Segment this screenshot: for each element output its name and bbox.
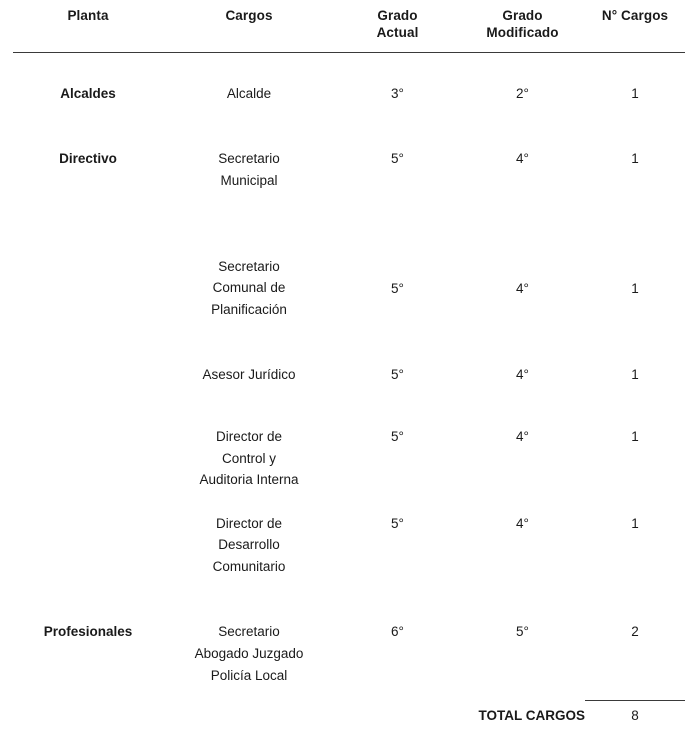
cell-grado-modificado: 4° — [516, 151, 529, 167]
table-header — [13, 0, 685, 52]
column-header-grado-modificado — [460, 0, 585, 52]
column-header-n-cargos — [585, 0, 685, 52]
spacer-cell — [585, 386, 685, 426]
table-body — [13, 52, 685, 686]
spacer-cell — [335, 52, 460, 83]
spacer-cell — [13, 577, 163, 621]
cell-n-cargos: 1 — [631, 151, 639, 167]
cell-grado-modificado: 4° — [516, 428, 529, 444]
spacer-cell — [335, 104, 460, 148]
spacer-cell — [13, 491, 163, 513]
spacer-cell — [460, 386, 585, 426]
spacer-cell — [13, 52, 163, 83]
spacer-cell — [585, 104, 685, 148]
spacer-cell — [460, 192, 585, 256]
column-header-cargos-line: Cargos — [225, 8, 273, 23]
table-row — [13, 83, 685, 105]
table-row — [13, 426, 685, 491]
cell-grado-actual: 5° — [391, 367, 404, 383]
cell-grado-modificado: 4° — [516, 515, 529, 531]
row-spacer — [13, 192, 685, 256]
cell-planta — [13, 364, 163, 386]
spacer-cell — [335, 491, 460, 513]
cell-grado-modificado: 4° — [516, 280, 529, 296]
column-header-cargos — [163, 0, 335, 52]
column-header-grado-actual-line2: Actual — [376, 24, 419, 40]
cell-n-cargos: 1 — [631, 280, 639, 296]
total-cargos-value: 8 — [585, 701, 685, 732]
cell-grado-actual: 5° — [391, 151, 404, 167]
cargo-line: Comunitario — [212, 558, 286, 574]
column-header-n-cargos-line: N° Cargos — [601, 8, 669, 23]
cell-grado-actual: 6° — [391, 624, 404, 640]
column-header-grado-actual — [335, 0, 460, 52]
cell-cargos — [163, 426, 335, 491]
spacer-cell — [460, 104, 585, 148]
table-row — [13, 513, 685, 578]
spacer-cell — [163, 104, 335, 148]
spacer-cell — [460, 320, 585, 364]
cell-n-cargos: 1 — [631, 85, 639, 101]
spacer-cell — [460, 491, 585, 513]
cargo-line: Municipal — [220, 172, 278, 188]
column-header-planta-line: Planta — [67, 8, 109, 23]
spacer-cell — [163, 491, 335, 513]
cell-n-cargos: 1 — [631, 515, 639, 531]
spacer-cell — [335, 192, 460, 256]
spacer-cell — [335, 386, 460, 426]
cell-planta — [13, 256, 163, 321]
cell-grado-modificado: 5° — [516, 624, 529, 640]
row-spacer — [13, 577, 685, 621]
spacer-cell — [460, 577, 585, 621]
cell-cargos — [163, 83, 335, 105]
totals-spacer — [13, 701, 460, 732]
cell-grado-actual: 5° — [391, 428, 404, 444]
cell-grado-actual: 3° — [391, 85, 404, 101]
cell-cargos — [163, 621, 335, 686]
cell-cargos — [163, 256, 335, 321]
cell-n-cargos: 1 — [631, 428, 639, 444]
cell-grado-actual: 5° — [391, 280, 404, 296]
column-header-grado-modificado-line2: Modificado — [486, 24, 559, 40]
totals-table — [13, 700, 685, 731]
cell-grado-modificado: 2° — [516, 85, 529, 101]
column-header-grado-actual-line1: Grado — [377, 8, 418, 23]
cargo-line: Alcalde — [226, 85, 272, 101]
table-row — [13, 256, 685, 321]
spacer-cell — [585, 52, 685, 83]
cell-n-cargos: 1 — [631, 367, 639, 383]
cargo-line: Control y — [221, 450, 277, 466]
table-row — [13, 148, 685, 191]
spacer-cell — [163, 52, 335, 83]
spacer-cell — [585, 320, 685, 364]
cargo-line: Auditoria Interna — [199, 472, 299, 488]
totals-section — [13, 700, 685, 731]
column-header-grado-modificado-line1: Grado — [502, 8, 543, 23]
row-spacer — [13, 104, 685, 148]
cell-cargos — [163, 513, 335, 578]
cargo-line: Abogado Juzgado — [194, 646, 304, 662]
cargo-line: Planificación — [211, 301, 287, 317]
spacer-cell — [163, 320, 335, 364]
cell-cargos — [163, 364, 335, 386]
spacer-cell — [13, 104, 163, 148]
cell-planta: Directivo — [59, 151, 117, 167]
cell-cargos — [163, 148, 335, 191]
spacer-cell — [585, 577, 685, 621]
spacer-cell — [13, 192, 163, 256]
spacer-cell — [13, 386, 163, 426]
cargo-line: Secretario — [218, 624, 280, 640]
row-spacer — [13, 320, 685, 364]
cargo-line: Asesor Jurídico — [202, 367, 296, 383]
spacer-cell — [163, 386, 335, 426]
table-row — [13, 621, 685, 686]
cargo-line: Director de — [215, 515, 283, 531]
cell-n-cargos: 2 — [631, 624, 639, 640]
cargo-line: Comunal de — [212, 280, 286, 296]
cargo-line: Secretario — [218, 258, 280, 274]
cargo-line: Desarrollo — [218, 537, 280, 553]
cell-grado-modificado: 4° — [516, 367, 529, 383]
spacer-cell — [585, 192, 685, 256]
total-cargos-label: TOTAL CARGOS — [478, 707, 585, 723]
spacer-cell — [163, 192, 335, 256]
cell-planta — [13, 513, 163, 578]
spacer-cell — [163, 577, 335, 621]
cargo-line: Secretario — [218, 151, 280, 167]
column-header-planta — [13, 0, 163, 52]
spacer-cell — [335, 577, 460, 621]
row-spacer — [13, 386, 685, 426]
row-spacer — [13, 52, 685, 83]
cargo-line: Policía Local — [210, 667, 288, 683]
spacer-cell — [585, 491, 685, 513]
cell-planta — [13, 426, 163, 491]
table-row — [13, 364, 685, 386]
cell-planta: Alcaldes — [60, 85, 116, 101]
cargo-line: Director de — [215, 428, 283, 444]
spacer-cell — [460, 52, 585, 83]
cell-grado-actual: 5° — [391, 515, 404, 531]
planta-cargos-table — [13, 0, 685, 686]
spacer-cell — [335, 320, 460, 364]
cell-planta: Profesionales — [43, 624, 133, 640]
spacer-cell — [13, 320, 163, 364]
row-spacer — [13, 491, 685, 513]
